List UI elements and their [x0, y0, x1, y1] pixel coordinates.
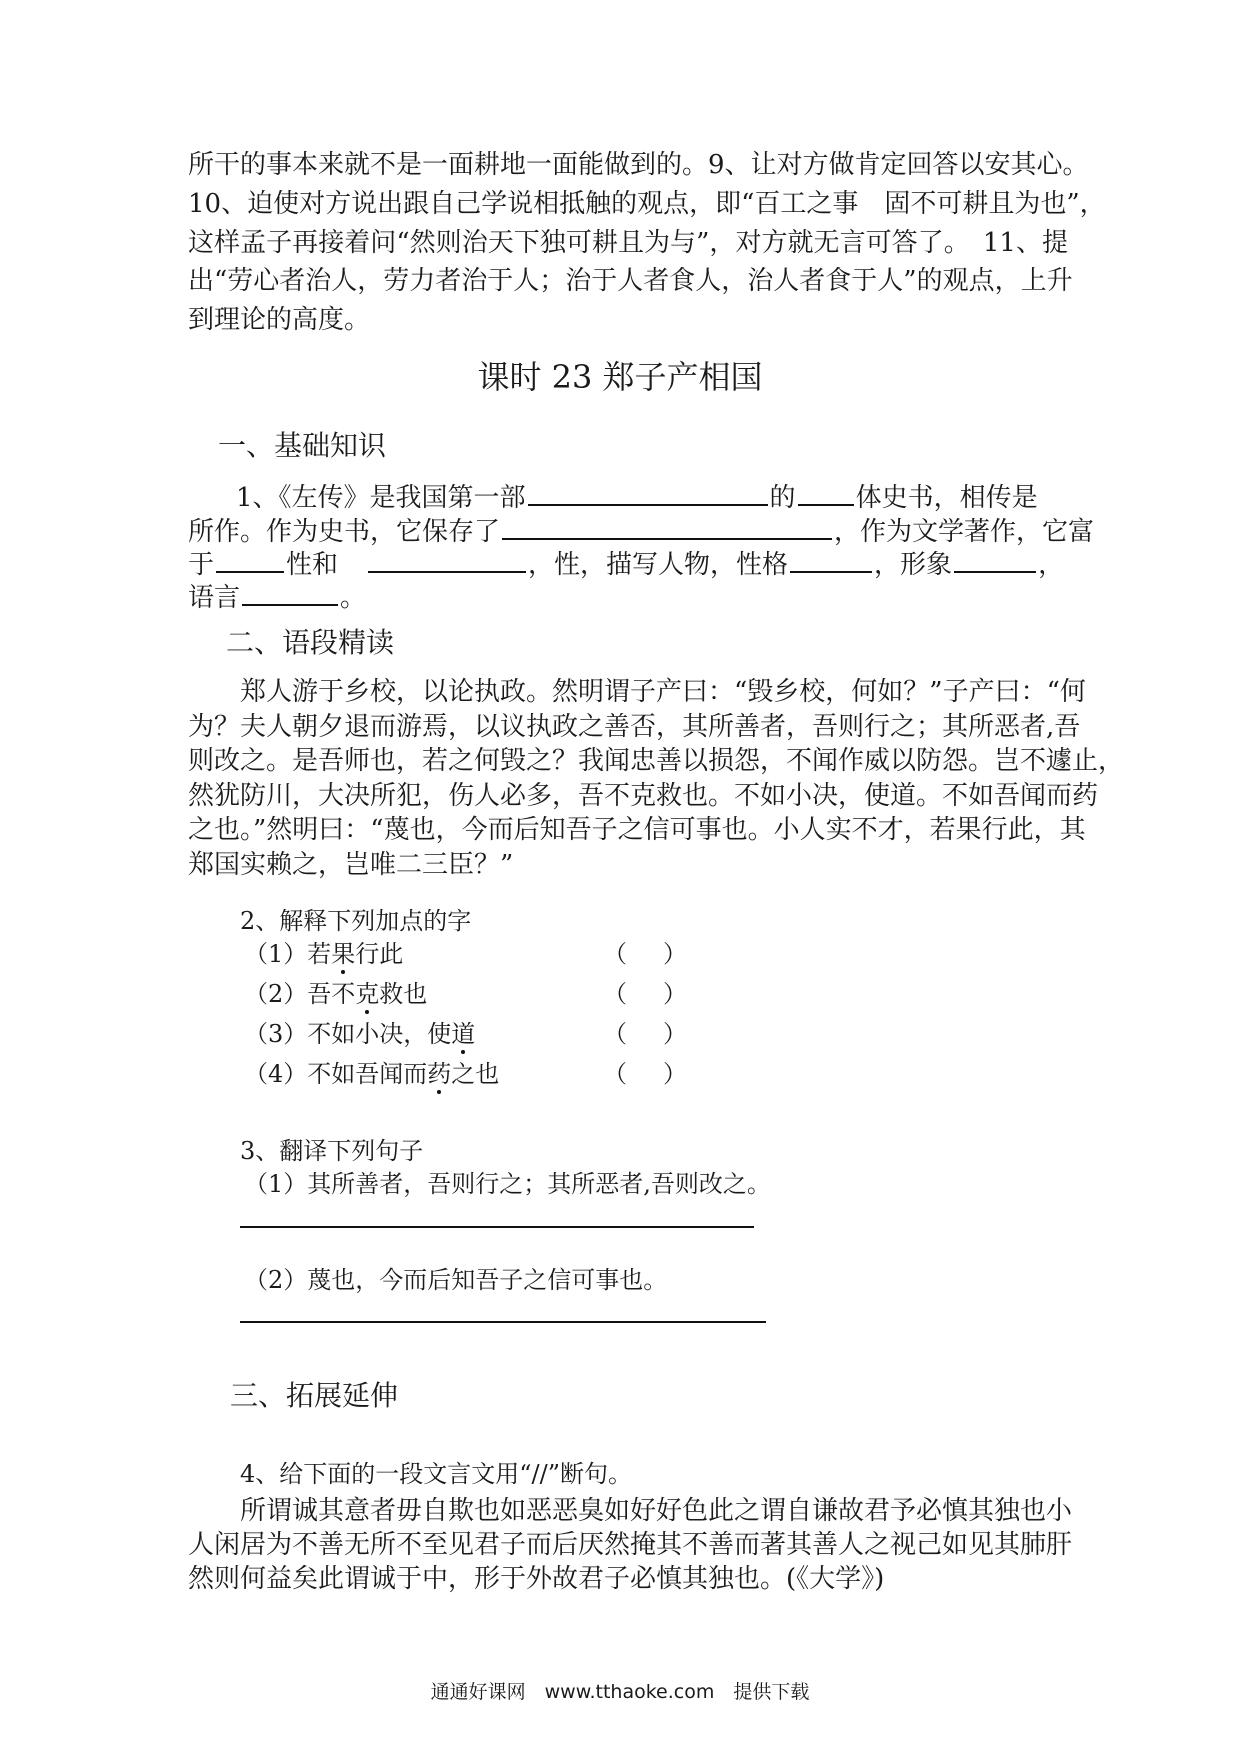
q2-prompt: 2、解释下列加点的字: [240, 907, 472, 935]
rparen: ）: [663, 1020, 687, 1048]
prev-line-4: 出“劳心者治人，劳力者治于人；治于人者食人，治人者食于人”的观点，上升: [188, 266, 1073, 296]
q2-item-3-pre: （3）不如小决，使: [244, 1020, 452, 1048]
rparen: ）: [663, 940, 687, 968]
blank-3[interactable]: [502, 512, 832, 540]
q1-text-d: 所作。作为史书，它保存了: [188, 517, 501, 547]
q1-text-k: 语言: [188, 583, 241, 613]
blank-4[interactable]: [216, 545, 284, 573]
q2-item-2: [244, 978, 427, 1010]
q3-answer-line-1[interactable]: [240, 1226, 754, 1228]
q1-text-e: ，作为文学著作，它富: [834, 517, 1095, 547]
q1-line-1: [236, 478, 1068, 515]
q3-sentence-2: （2）蔑也，今而后知吾子之信可事也。: [244, 1266, 668, 1294]
prev-line-5: 到理论的高度。: [188, 305, 371, 335]
passage-line-1: 郑人游于乡校，以论执政。然明谓子产曰：“毁乡校，何如？”子产曰：“何: [240, 677, 1086, 707]
q3-answer-line-2[interactable]: [240, 1321, 766, 1323]
prev-line-3: 这样孟子再接着问“然则治天下独可耕且为与”，对方就无言可答了。 11、提: [188, 228, 1068, 258]
q2-item-4-dotted: 药: [427, 1060, 452, 1088]
section-1-heading: 一、基础知识: [218, 429, 387, 462]
section-2-heading: 二、语段精读: [226, 626, 395, 659]
q4-passage-line-1: 所谓诚其意者毋自欺也如恶恶臭如好好色此之谓自谦故君予必慎其独也小: [240, 1496, 1073, 1526]
lparen: （: [603, 1020, 627, 1048]
q1-text-g: 性和: [286, 550, 339, 580]
blank-7[interactable]: [954, 545, 1036, 573]
blank-5[interactable]: [368, 545, 526, 573]
q1-text-h: ，性，描写人物，性格: [528, 550, 789, 580]
q2-item-3: [244, 1018, 475, 1050]
q1-line-4: [188, 578, 1068, 615]
q1-line-2: [188, 512, 1095, 549]
q2-item-1: [244, 938, 403, 970]
q2-item-2-post: 救也: [379, 980, 428, 1008]
q2-item-3-dotted: 道: [451, 1020, 476, 1048]
lparen: （: [603, 1060, 627, 1088]
q2-item-4: [244, 1058, 499, 1090]
passage-line-6: 郑国实赖之，岂唯二三臣？”: [188, 850, 514, 880]
lparen: （: [603, 940, 627, 968]
prev-line-2: 10、迫使对方说出跟自己学说相抵触的观点，即“百工之事 固不可耕且为也”，: [188, 189, 1106, 219]
q1-text-c: 体史书，相传是: [855, 483, 1038, 513]
q3-prompt: 3、翻译下列句子: [240, 1137, 424, 1165]
blank-1[interactable]: [528, 478, 768, 506]
section-3-heading: 三、拓展延伸: [230, 1379, 399, 1412]
q2-item-4-post: 之也: [451, 1060, 500, 1088]
q2-item-4-pre: （4）不如吾闻而: [244, 1060, 428, 1088]
q3-sentence-1: （1）其所善者，吾则行之；其所恶者,吾则改之。: [244, 1170, 771, 1198]
q4-prompt: 4、给下面的一段文言文用“//”断句。: [240, 1460, 632, 1488]
q1-text-f: 于: [188, 550, 215, 580]
footer-credit: 通通好课网 www.tthaoke.com 提供下载: [430, 1681, 810, 1703]
passage-line-3: 则改之。是吾师也，若之何毁之？我闻忠善以损怨，不闻作威以防怨。岂不遽止，: [188, 746, 1125, 776]
q1-text-i: ，形象: [874, 550, 953, 580]
prev-line-1: 所干的事本来就不是一面耕地一面能做到的。9、让对方做肯定回答以安其心。: [188, 150, 1089, 180]
q2-item-1-post: 行此: [355, 940, 404, 968]
blank-2[interactable]: [798, 478, 854, 506]
rparen: ）: [663, 1060, 687, 1088]
q1-text-b: 的: [769, 483, 796, 513]
q4-passage-line-3: 然则何益矣此谓诚于中，形于外故君子必慎其独也。(《大学》): [188, 1564, 885, 1594]
passage-line-4: 然犹防川，大决所犯，伤人必多，吾不克救也。不如小决，使道。不如吾闻而药: [188, 781, 1099, 811]
passage-line-2: 为？夫人朝夕退而游焉，以议执政之善否，其所善者，吾则行之；其所恶者,吾: [188, 712, 1081, 742]
passage-line-5: 之也。”然明曰：“蔑也，今而后知吾子之信可事也。小人实不才，若果行此，其: [188, 815, 1086, 845]
lparen: （: [603, 980, 627, 1008]
q2-item-2-pre: （2）吾不: [244, 980, 356, 1008]
q4-passage-line-2: 人闲居为不善无所不至见君子而后厌然掩其不善而著其善人之视己如见其肺肝: [188, 1530, 1073, 1560]
q2-item-1-dotted: 果: [331, 940, 356, 968]
lesson-title: 课时 23 郑子产相国: [477, 358, 763, 396]
q2-item-1-pre: （1）若: [244, 940, 332, 968]
q1-text-l: 。: [340, 583, 367, 613]
q1-text-a: 1、《左传》是我国第一部: [236, 483, 526, 513]
rparen: ）: [663, 980, 687, 1008]
q2-item-2-dotted: 克: [355, 980, 380, 1008]
blank-8[interactable]: [242, 578, 338, 606]
q1-line-3: [188, 545, 1068, 582]
q1-text-j: ，: [1038, 550, 1065, 580]
blank-6[interactable]: [790, 545, 872, 573]
